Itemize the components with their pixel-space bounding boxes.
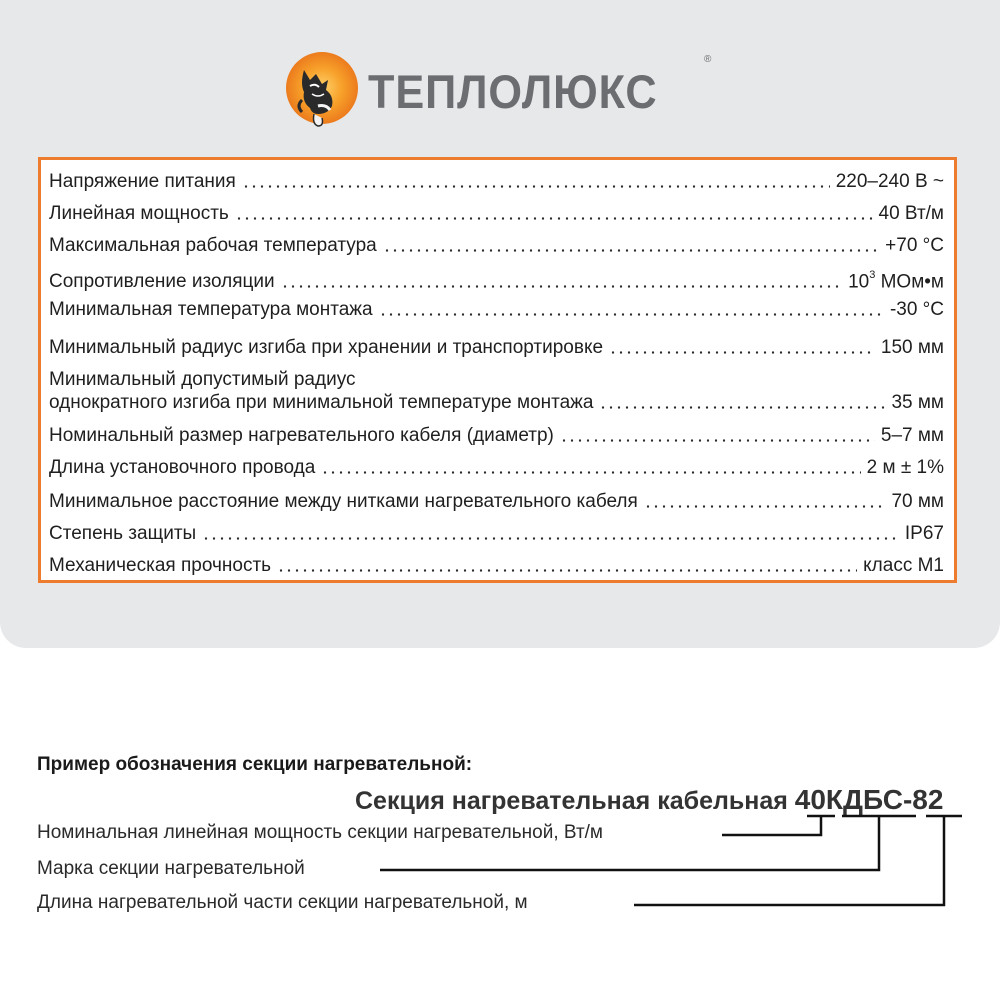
code-length: 82 bbox=[912, 784, 944, 815]
dot-leader bbox=[242, 185, 830, 188]
spec-label bbox=[49, 298, 373, 321]
spec-label-line: Максимальная рабочая температура bbox=[49, 235, 377, 256]
dot-leader bbox=[379, 313, 884, 316]
spec-row bbox=[49, 266, 944, 293]
example-code bbox=[795, 784, 944, 815]
dot-leader bbox=[644, 505, 886, 508]
brand-name: ТЕПЛОЛЮКС bbox=[368, 64, 658, 118]
spec-value: класс М1 bbox=[863, 555, 944, 576]
spec-row bbox=[49, 336, 944, 359]
legend-length: Длина нагревательной части секции нагревательной, м bbox=[37, 892, 528, 913]
spec-label bbox=[49, 456, 315, 479]
legend-power: Номинальная линейная мощность секции нагревательной, Вт/м bbox=[37, 822, 603, 843]
spec-label bbox=[49, 270, 275, 293]
dot-leader bbox=[281, 285, 842, 288]
spec-label-line: Сопротивление изоляции bbox=[49, 271, 275, 293]
registered-mark: ® bbox=[704, 54, 712, 65]
example-heading bbox=[355, 784, 943, 816]
spec-row bbox=[49, 234, 944, 257]
spec-value-base: 10 bbox=[848, 271, 870, 293]
spec-label-line: Минимальная температура монтажа bbox=[49, 299, 373, 320]
spec-value-exponent: 3 bbox=[869, 269, 876, 281]
spec-row bbox=[49, 298, 944, 321]
spec-label bbox=[49, 336, 603, 359]
spec-row bbox=[49, 368, 944, 414]
spec-row bbox=[49, 170, 944, 193]
spec-row bbox=[49, 554, 944, 577]
cat-sun-logo-icon bbox=[282, 50, 360, 128]
spec-label-line: Длина установочного провода bbox=[49, 457, 316, 478]
spec-label-line: однократного изгиба при минимальной температуре монтажа bbox=[49, 392, 594, 413]
spec-label bbox=[49, 554, 271, 577]
code-brand: КДБС bbox=[825, 784, 903, 815]
spec-value: 220–240 В ~ bbox=[835, 171, 944, 192]
example-title: Пример обозначения секции нагревательной: bbox=[37, 754, 473, 775]
spec-row bbox=[49, 490, 944, 513]
spec-row bbox=[49, 522, 944, 545]
dot-leader bbox=[202, 537, 899, 540]
spec-value-unit: МОм•м bbox=[875, 271, 944, 293]
spec-label-line: Минимальный допустимый радиус bbox=[49, 369, 356, 390]
dot-leader bbox=[383, 249, 879, 252]
spec-label-line: Степень защиты bbox=[49, 523, 197, 544]
spec-value: 2 м ± 1% bbox=[866, 457, 944, 478]
connector-length bbox=[634, 816, 944, 905]
spec-label bbox=[49, 424, 554, 447]
specifications-table bbox=[38, 157, 957, 583]
code-dash: - bbox=[902, 784, 913, 815]
spec-label bbox=[49, 522, 196, 545]
spec-value: +70 °С bbox=[885, 235, 944, 256]
spec-label bbox=[49, 490, 638, 513]
spec-label-line: Напряжение питания bbox=[49, 171, 236, 192]
spec-label bbox=[49, 170, 236, 193]
dot-leader bbox=[235, 217, 873, 220]
dot-leader bbox=[321, 471, 860, 474]
dot-leader bbox=[277, 569, 857, 572]
spec-value: 70 мм bbox=[891, 491, 944, 512]
legend-brand: Марка секции нагревательной bbox=[37, 858, 305, 879]
dot-leader bbox=[599, 406, 885, 409]
spec-label-line: Линейная мощность bbox=[49, 203, 229, 224]
spec-label bbox=[49, 234, 377, 257]
spec-label bbox=[49, 368, 593, 414]
spec-value: 35 мм bbox=[891, 392, 944, 413]
spec-value: -30 °С bbox=[889, 299, 944, 320]
spec-row bbox=[49, 456, 944, 479]
spec-row bbox=[49, 202, 944, 225]
connector-power bbox=[722, 816, 821, 835]
spec-label-line: Минимальный радиус изгиба при хранении и транспортировке bbox=[49, 337, 604, 358]
brand-logo bbox=[282, 44, 712, 134]
spec-value: IP67 bbox=[904, 523, 944, 544]
spec-value bbox=[848, 266, 944, 293]
spec-label-line: Номинальный размер нагревательного кабеля (диаметр) bbox=[49, 425, 554, 446]
spec-row bbox=[49, 424, 944, 447]
spec-label-line: Минимальное расстояние между нитками нагревательного кабеля bbox=[49, 491, 638, 512]
spec-label-line: Механическая прочность bbox=[49, 555, 272, 576]
dot-leader bbox=[560, 439, 875, 442]
spec-value: 5–7 мм bbox=[880, 425, 944, 446]
code-power: 40 bbox=[794, 784, 826, 815]
dot-leader bbox=[609, 351, 875, 354]
spec-value: 150 мм bbox=[880, 337, 944, 358]
example-heading-text: Секция нагревательная кабельная bbox=[355, 787, 788, 815]
spec-value: 40 Вт/м bbox=[878, 203, 944, 224]
spec-label bbox=[49, 202, 229, 225]
